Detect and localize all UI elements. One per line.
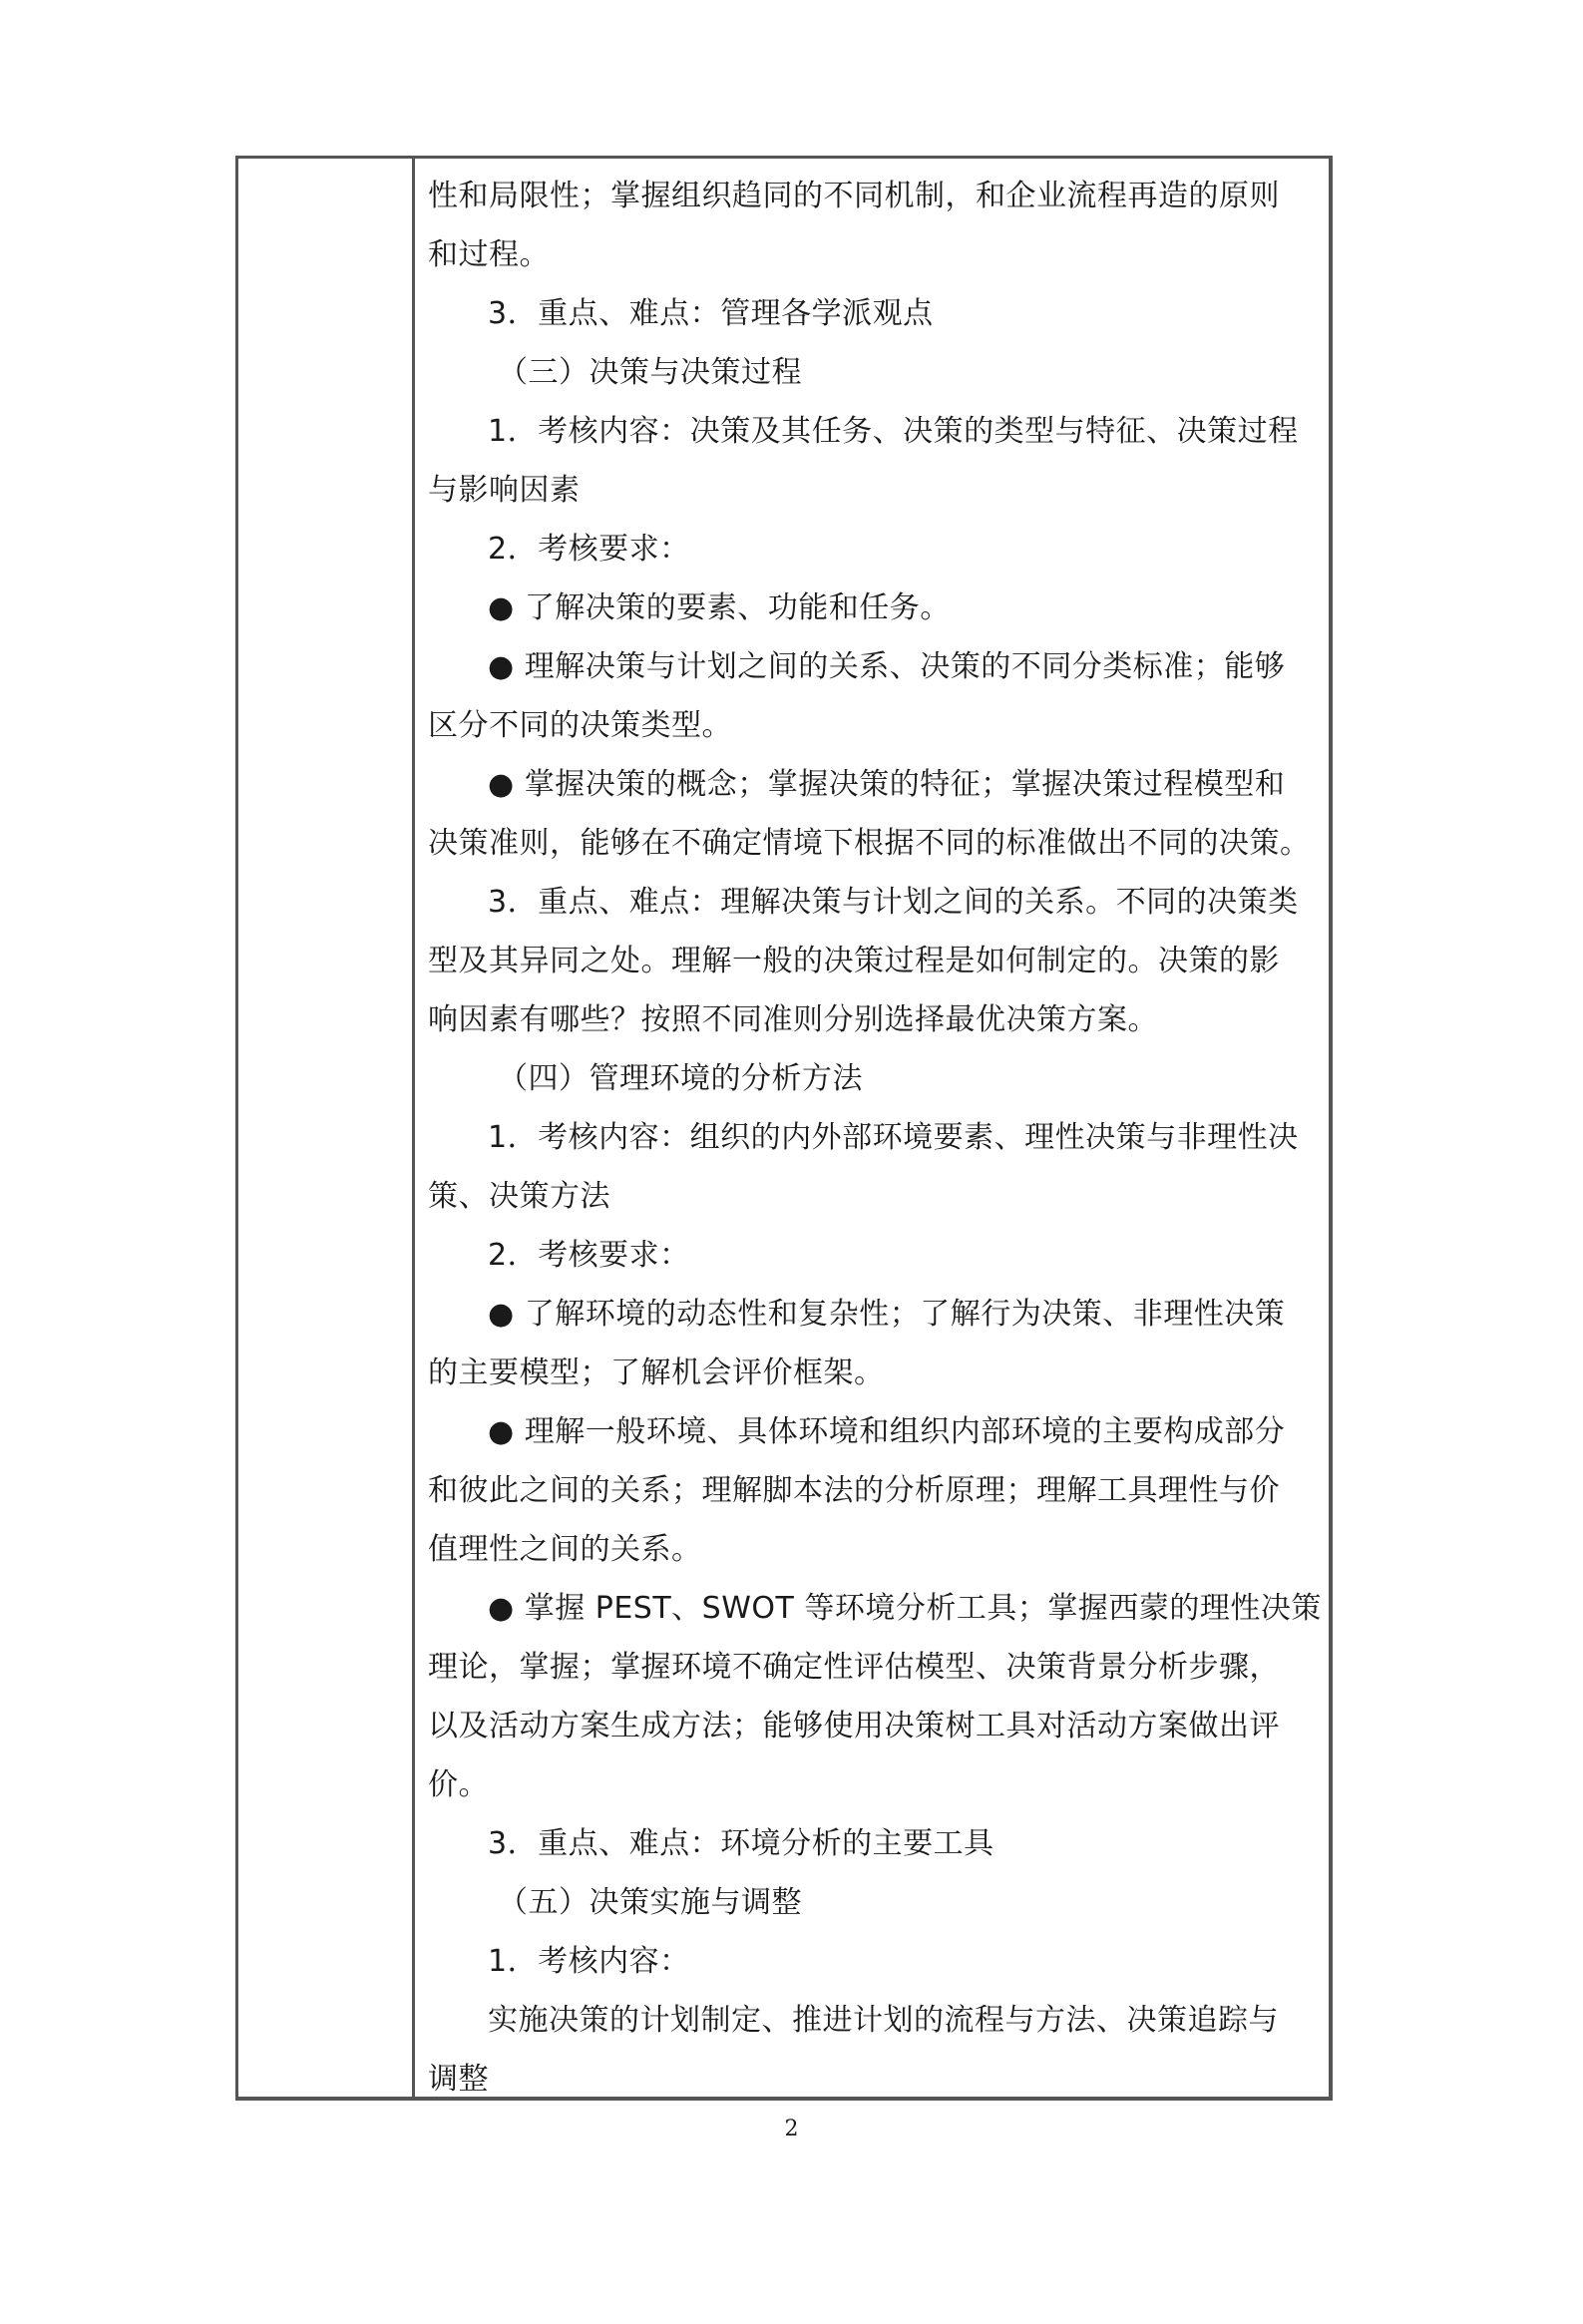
text-line: 1．考核内容：决策及其任务、决策的类型与特征、决策过程: [488, 414, 1299, 449]
text-line: 调整: [428, 2062, 489, 2097]
text-line: 价。: [428, 1767, 489, 1802]
text-line: 2．考核要求：: [488, 532, 690, 567]
text-line: 1．考核内容：组织的内外部环境要素、理性决策与非理性决: [488, 1120, 1299, 1155]
text-line: 理论，掌握；掌握环境不确定性评估模型、决策背景分析步骤，: [428, 1650, 1280, 1685]
text-line: 的主要模型；了解机会评价框架。: [428, 1356, 885, 1390]
text-line: 3．重点、难点：环境分析的主要工具: [488, 1826, 994, 1861]
column-divider: [412, 159, 415, 2097]
text-line: 值理性之间的关系。: [428, 1532, 702, 1567]
text-line: 型及其异同之处。理解一般的决策过程是如何制定的。决策的影: [428, 944, 1280, 978]
text-line: 2．考核要求：: [488, 1238, 690, 1273]
text-line: 实施决策的计划制定、推进计划的流程与方法、决策追踪与: [488, 2003, 1279, 2038]
text-line: 响因素有哪些？按照不同准则分别选择最优决策方案。: [428, 1002, 1158, 1037]
bullet-item: ● 了解决策的要素、功能和任务。: [488, 590, 951, 625]
content-table: [235, 156, 1333, 2101]
text-line: 3．重点、难点：理解决策与计划之间的关系。不同的决策类: [488, 885, 1299, 920]
text-line: 3．重点、难点：管理各学派观点: [488, 296, 934, 331]
bullet-item: ● 了解环境的动态性和复杂性；了解行为决策、非理性决策: [488, 1297, 1286, 1332]
text-line: 区分不同的决策类型。: [428, 708, 732, 743]
bullet-item: ● 掌握决策的概念；掌握决策的特征；掌握决策过程模型和: [488, 767, 1286, 802]
bullet-item: ● 掌握 PEST、SWOT 等环境分析工具；掌握西蒙的理性决策: [488, 1591, 1322, 1626]
section-heading: （五）决策实施与调整: [498, 1885, 802, 1920]
text-line: 和彼此之间的关系；理解脚本法的分析原理；理解工具理性与价: [428, 1473, 1280, 1508]
section-heading: （三）决策与决策过程: [498, 355, 802, 390]
text-line: 决策准则，能够在不确定情境下根据不同的标准做出不同的决策。: [428, 826, 1311, 861]
text-line: 策、决策方法: [428, 1179, 610, 1214]
text-line: 与影响因素: [428, 473, 581, 508]
text-line: 性和局限性；掌握组织趋同的不同机制，和企业流程再造的原则: [428, 179, 1280, 213]
bullet-item: ● 理解一般环境、具体环境和组织内部环境的主要构成部分: [488, 1414, 1286, 1449]
text-line: 和过程。: [428, 237, 550, 272]
page-number: 2: [784, 2117, 799, 2141]
bullet-item: ● 理解决策与计划之间的关系、决策的不同分类标准；能够: [488, 649, 1286, 684]
text-line: 1．考核内容：: [488, 1944, 690, 1979]
text-line: 以及活动方案生成方法；能够使用决策树工具对活动方案做出评: [428, 1709, 1280, 1743]
section-heading: （四）管理环境的分析方法: [498, 1061, 863, 1096]
